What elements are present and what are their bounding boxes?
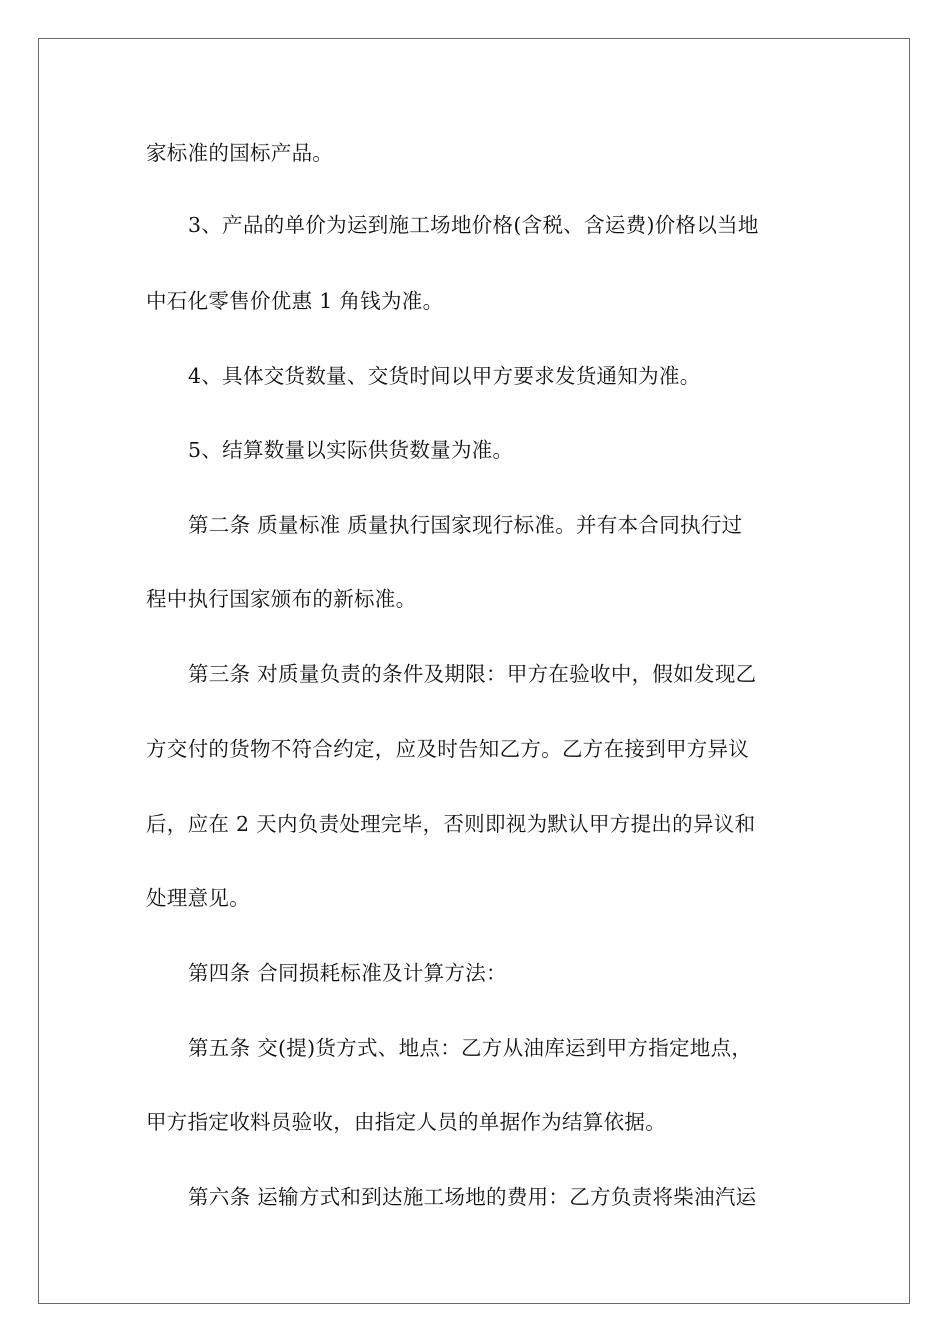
text-line: 方交付的货物不符合约定，应及时告知乙方。乙方在接到甲方异议 bbox=[146, 737, 750, 761]
text-line: 3、产品的单价为运到施工场地价格(含税、含运费)价格以当地 bbox=[188, 213, 759, 237]
text-line: 4、具体交货数量、交货时间以甲方要求发货通知为准。 bbox=[188, 364, 701, 388]
text-line: 程中执行国家颁布的新标准。 bbox=[146, 587, 417, 611]
text-line: 5、结算数量以实际供货数量为准。 bbox=[188, 438, 514, 462]
text-line: 第五条 交(提)货方式、地点：乙方从油库运到甲方指定地点， bbox=[188, 1036, 753, 1060]
text-line: 家标准的国标产品。 bbox=[146, 141, 334, 165]
text-line: 甲方指定收料员验收，由指定人员的单据作为结算依据。 bbox=[146, 1110, 666, 1134]
text-line: 处理意见。 bbox=[146, 886, 250, 910]
text-line: 第六条 运输方式和到达施工场地的费用：乙方负责将柴油汽运 bbox=[188, 1185, 757, 1209]
text-line: 第三条 对质量负责的条件及期限：甲方在验收中，假如发现乙 bbox=[188, 662, 757, 686]
text-line: 第四条 合同损耗标准及计算方法： bbox=[188, 961, 507, 985]
text-line: 中石化零售价优惠 1 角钱为准。 bbox=[146, 289, 444, 313]
text-line: 后，应在 2 天内负责处理完毕，否则即视为默认甲方提出的异议和 bbox=[146, 812, 756, 836]
text-line: 第二条 质量标准 质量执行国家现行标准。并有本合同执行过 bbox=[188, 513, 743, 537]
